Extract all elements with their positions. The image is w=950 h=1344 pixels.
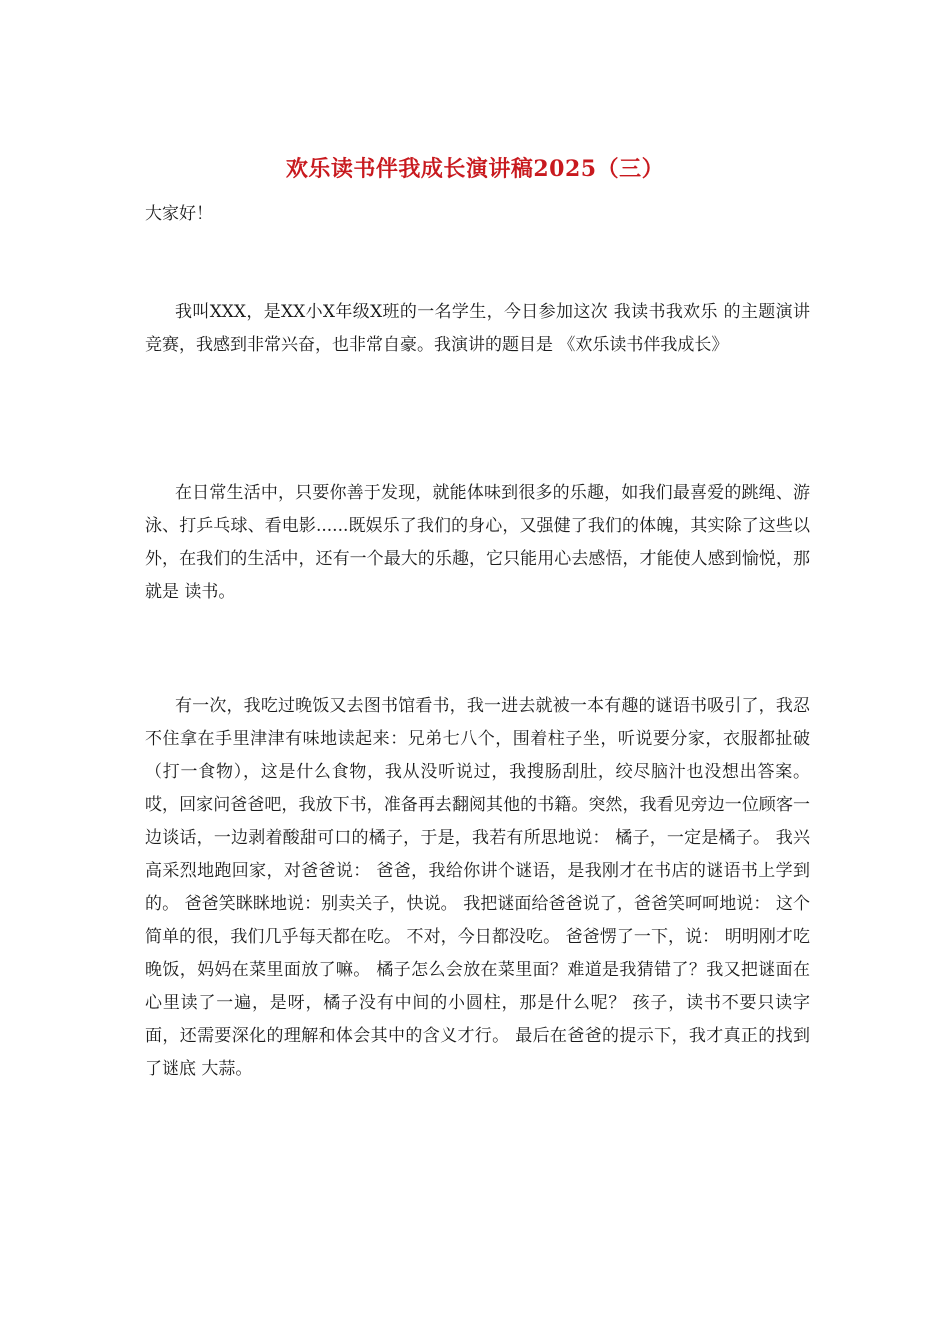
document-title: 欢乐读书伴我成长演讲稿2025（三） — [285, 156, 665, 182]
paragraph-riddle-story: 有一次，我吃过晚饭又去图书馆看书，我一进去就被一本有趣的谜语书吸引了，我忍不住拿在手里津津有味地读起来：兄弟七八个，围着柱子坐，听说要分家，衣服都扯破（打一食物），这是什么食物，我从没听说过，我搜肠刮肚，绞尽脑汁也没想出答案。哎，回家问爸爸吧，我放下书，准备再去翻阅其他的书籍。突然，我看见旁边一位顾客一边谈话，一边剥着酸甜可口的橘子，于是，我若有所思地说： 橘子，一定是橘子。 我兴高采烈地跑回家，对爸爸说： 爸爸，我给你讲个谜语，是我刚才在书店的谜语书上学到的。 爸爸笑眯眯地说：别卖关子，快说。 我把谜面给爸爸说了，爸爸笑呵呵地说： 这个简单的很，我们几乎每天都在吃。 不对，今日都没吃。 爸爸愣了一下，说： 明明刚才吃晚饭，妈妈在菜里面放了嘛。 橘子怎么会放在菜里面？难道是我猜错了？我又把谜面在心里读了一遍，是呀，橘子没有中间的小圆柱，那是什么呢？ 孩子，读书不要只读字面，还需要深化的理解和体会其中的含义才行。 最后在爸爸的提示下，我才真正的找到了谜底 大蒜。 — [145, 696, 810, 1079]
paragraph-intro: 我叫XXX，是XX小X年级X班的一名学生，今日参加这次 我读书我欢乐 的主题演讲竞赛，我感到非常兴奋，也非常自豪。我演讲的题目是 《欢乐读书伴我成长》 — [145, 302, 810, 355]
greeting-text: 大家好！ — [145, 204, 213, 224]
paragraph-daily-life: 在日常生活中，只要你善于发现，就能体味到很多的乐趣，如我们最喜爱的跳绳、游泳、打乒乓球、看电影......既娱乐了我们的身心，又强健了我们的体魄，其实除了这些以外，在我们的生活中，还有一个最大的乐趣，它只能用心去感悟，才能使人感到愉悦，那就是 读书。 — [145, 483, 810, 602]
